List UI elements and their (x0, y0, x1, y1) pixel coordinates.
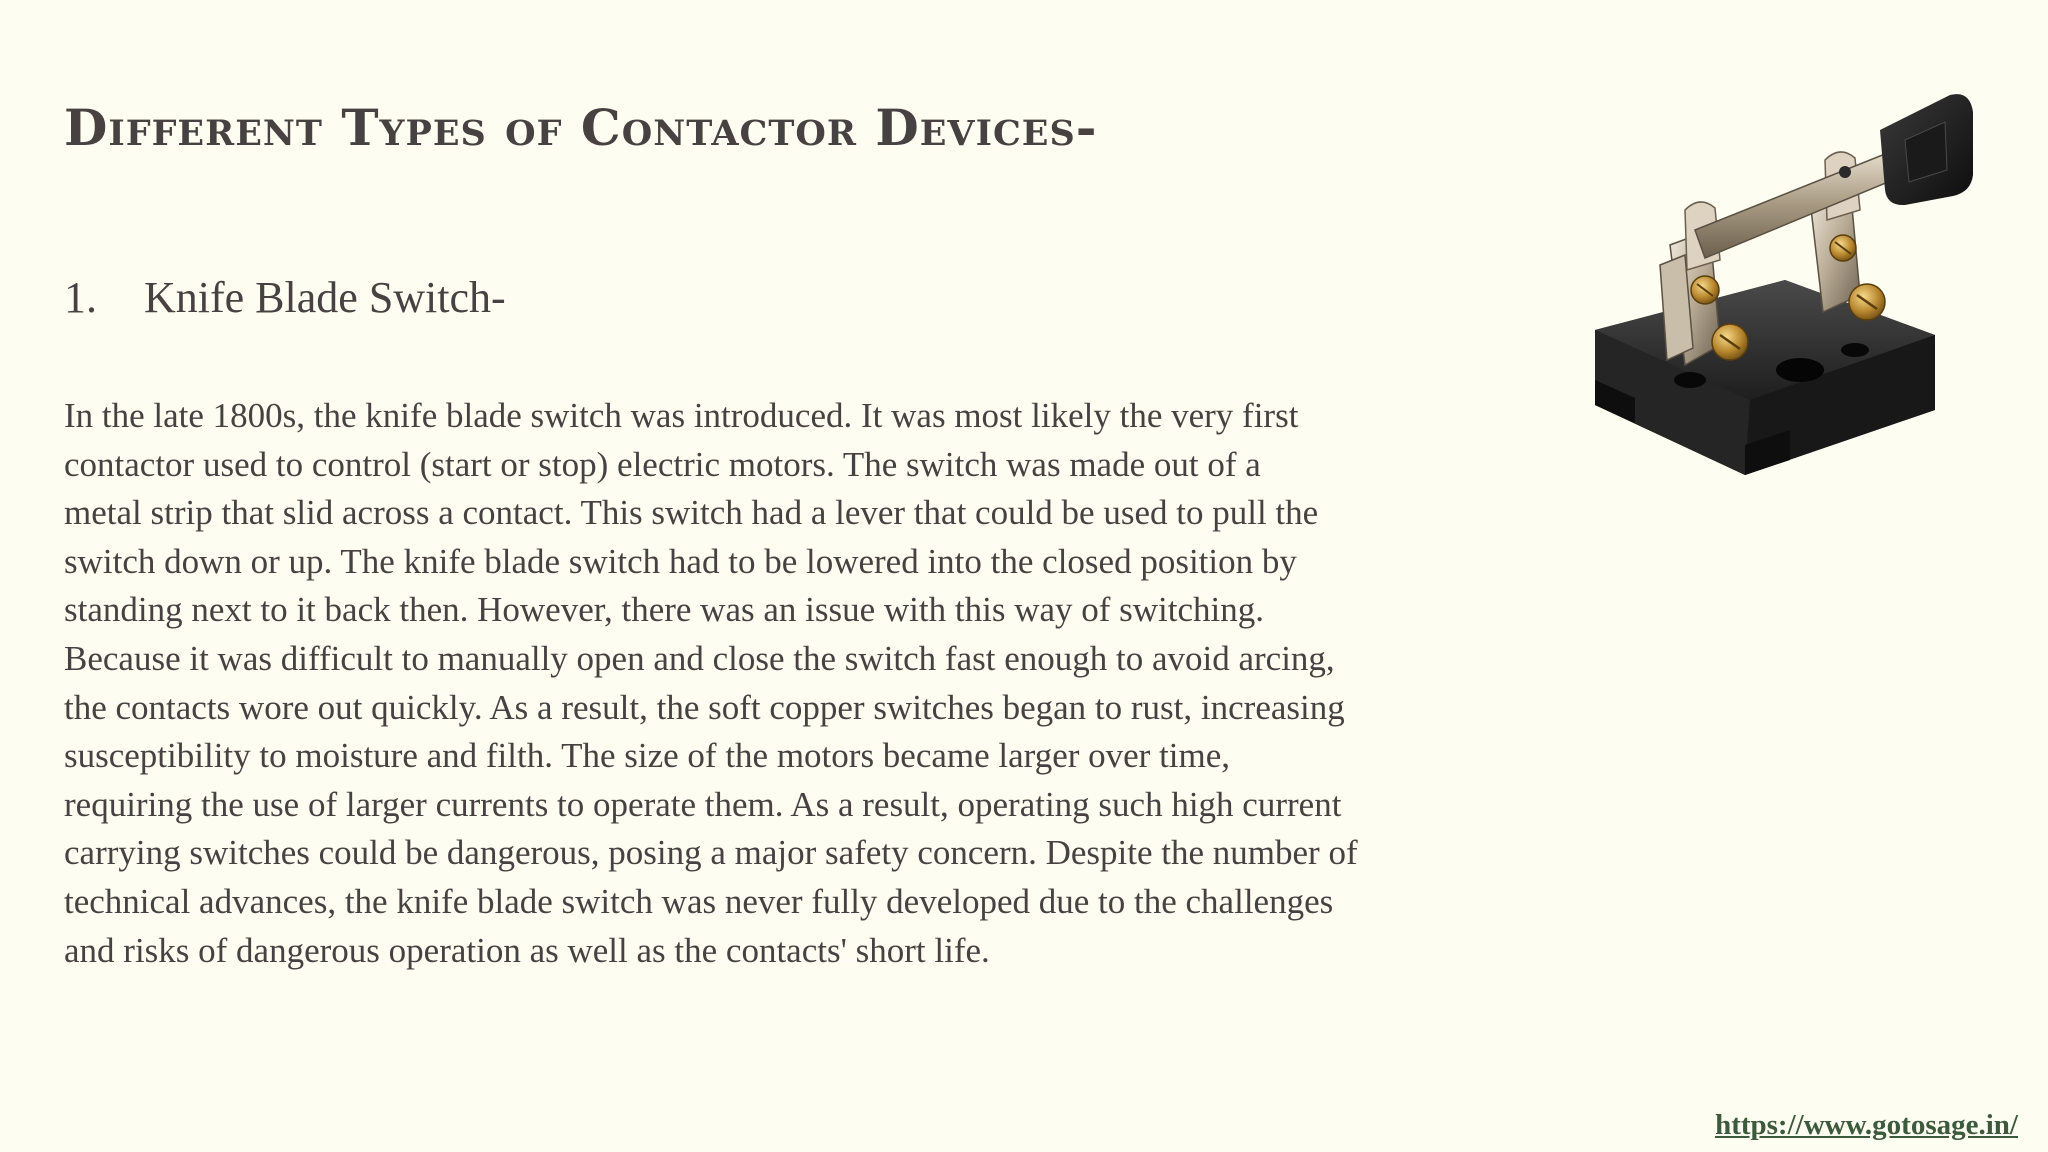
body-line: switch down or up. The knife blade switch had to be lowered into the closed position by (64, 541, 1297, 581)
body-line: carrying switches could be dangerous, posing a major safety concern. Despite the number of (64, 833, 1358, 873)
body-line: metal strip that slid across a contact. This switch had a lever that could be used to pull the (64, 493, 1319, 533)
section-number: 1. (64, 273, 97, 322)
section-heading (64, 272, 506, 323)
body-line: standing next to it back then. However, there was an issue with this way of switching. (64, 590, 1265, 630)
source-link[interactable]: https://www.gotosage.in/ (1715, 1109, 2018, 1141)
body-line: contactor used to control (start or stop) electric motors. The switch was made out of a (64, 444, 1261, 484)
body-line: and risks of dangerous operation as well as the contacts' short life. (64, 930, 990, 970)
body-line: susceptibility to moisture and filth. The size of the motors became larger over time, (64, 736, 1231, 776)
slide-title: Different Types of Contactor Devices- (64, 98, 1098, 157)
body-line: the contacts wore out quickly. As a result, the soft copper switches began to rust, increasing (64, 687, 1345, 727)
knife-blade-switch-image (1575, 80, 1975, 500)
body-line: technical advances, the knife blade switch was never fully developed due to the challenges (64, 881, 1334, 921)
section-heading-text: Knife Blade Switch- (144, 273, 506, 322)
body-line: Because it was difficult to manually open and close the switch fast enough to avoid arcing, (64, 638, 1335, 678)
body-line: requiring the use of larger currents to operate them. As a result, operating such high current (64, 784, 1342, 824)
body-paragraph (64, 392, 1624, 975)
body-line: In the late 1800s, the knife blade switch was introduced. It was most likely the very first (64, 396, 1299, 435)
